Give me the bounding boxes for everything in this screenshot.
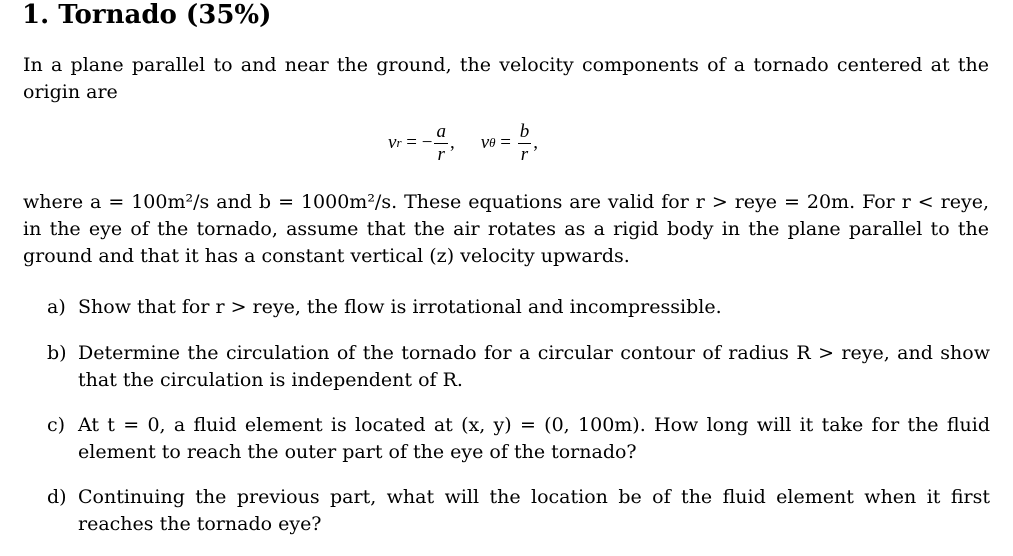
question-label: c) [47, 414, 66, 436]
fraction-a-over-r [434, 122, 448, 165]
problem-heading: 1. Tornado (35%) [22, 0, 272, 30]
velocity-equation [0, 115, 1013, 171]
equation-row [388, 115, 538, 171]
equals-minus: = − [401, 132, 433, 153]
question-text: Continuing the previous part, what will the location be of the fluid element when it first reaches the tornado eye? [78, 486, 990, 535]
vtheta-subscript: θ [489, 135, 496, 150]
question-label: d) [47, 486, 67, 508]
vr-symbol: v [388, 132, 397, 153]
equals-sign: = [495, 132, 516, 153]
question-label: b) [47, 342, 67, 364]
question-text: Show that for r > reye, the flow is irrotational and incompressible. [78, 296, 722, 318]
vtheta-symbol: v [480, 132, 490, 153]
question-item [47, 484, 990, 538]
intro-paragraph: In a plane parallel to and near the ground, the velocity components of a tornado centered at the origin are [23, 54, 989, 103]
description-paragraph: where a = 100m²/s and b = 1000m²/s. These equations are valid for r > reye = 20m. For r < reye, in the eye of the tornado, assume that the air rotates as a rigid body in the plane parallel to the ground and that it has a constant vertical (z) velocity upwards. [23, 191, 989, 267]
question-item [47, 340, 990, 394]
comma-end: , [533, 132, 538, 153]
denominator-r-2: r [518, 143, 531, 165]
vr-subscript: r [396, 135, 402, 150]
question-text: Determine the circulation of the tornado for a circular contour of radius R > reye, and show that the circulation is independent of R. [78, 342, 990, 391]
question-item [47, 412, 990, 466]
question-list [47, 294, 990, 556]
numerator-a: a [436, 120, 446, 142]
question-text: At t = 0, a fluid element is located at (x, y) = (0, 100m). How long will it take for the fluid element to reach the outer part of the eye of the tornado? [78, 414, 990, 463]
question-item [47, 294, 990, 321]
denominator-r: r [434, 143, 447, 165]
comma-separator: , [449, 132, 455, 153]
numerator-b: b [519, 120, 530, 142]
fraction-b-over-r [518, 122, 532, 165]
question-label: a) [47, 296, 66, 318]
